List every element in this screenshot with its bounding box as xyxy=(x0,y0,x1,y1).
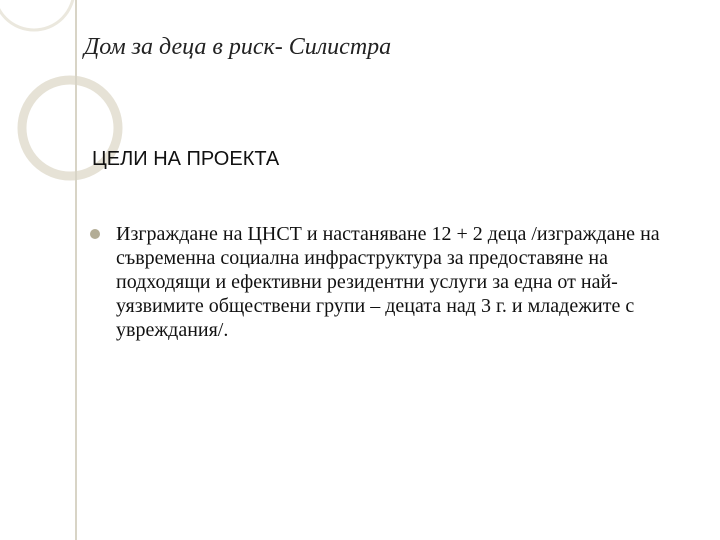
decorative-vertical-bar xyxy=(75,0,77,540)
section-heading: ЦЕЛИ НА ПРОЕКТА xyxy=(92,148,280,170)
bullet-item xyxy=(88,222,698,342)
bullet-dot-icon xyxy=(90,229,100,239)
bullet-text: Изграждане на ЦНСТ и настаняване 12 + 2 деца /изграждане на съвременна социална инфраструктура за предоставяне на подходящи и ефективни резидентни услуги за една от най-уязвимите обществени групи – децата над 3 г. и младежите с увреждания/. xyxy=(116,223,660,341)
decorative-ring-small xyxy=(0,0,74,30)
bullet-list xyxy=(88,222,698,342)
slide-title: Дом за деца в риск- Силистра xyxy=(84,34,392,60)
